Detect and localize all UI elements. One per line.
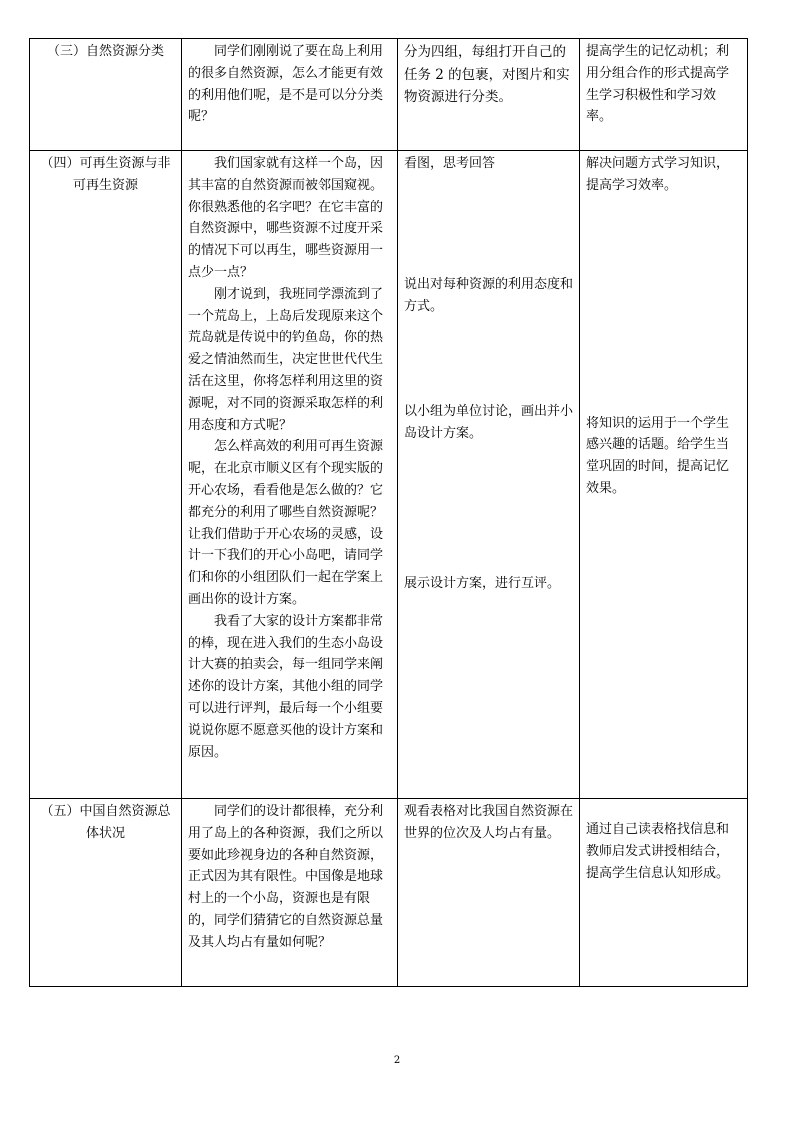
student-text: 观看表格对比我国自然资源在世界的位次及人均占有量。	[404, 804, 574, 841]
student-text: 展示设计方案，进行互评。	[404, 575, 561, 591]
section-cell	[30, 799, 182, 987]
lesson-plan-table	[29, 38, 748, 987]
page-number: 2	[393, 1055, 401, 1066]
student-activity-cell	[398, 151, 580, 799]
teacher-activity-cell	[182, 39, 398, 151]
section-cell	[30, 151, 182, 799]
table-row	[30, 39, 748, 151]
section-title: （四）可再生资源与非可再生资源	[40, 156, 171, 193]
student-text: 说出对每种资源的利用态度和方式。	[404, 276, 574, 314]
student-activity-cell	[398, 799, 580, 987]
teacher-paragraph: 同学们刚刚说了要在岛上利用的很多自然资源，怎么才能更有效的利用他们呢，是不是可以分分类呢？	[188, 44, 384, 125]
teacher-paragraph: 刚才说到，我班同学漂流到了一个荒岛上，上岛后发现原来这个荒岛就是传说中的钓鱼岛，你的热爱之情油然而生，决定世世代代生活在这里，你将怎样利用这里的资源呢，对不同的资源采取怎样的利用态度和方式呢？	[188, 286, 384, 433]
section-title: （五）中国自然资源总体状况	[40, 804, 171, 841]
intent-text: 提高学生的记忆动机；利用分组合作的形式提高学生学习积极性和学习效率。	[586, 44, 730, 125]
teacher-paragraph: 我看了大家的设计方案都非常的棒，现在进入我们的生态小岛设计大赛的拍卖会，每一组同学来阐述你的设计方案，其他小组的同学可以进行评判，最后每一个小组要说说你愿不愿意买他的设计方案和原因。	[188, 613, 384, 760]
intent-text: 通过自己读表格找信息和教师启发式讲授相结合，提高学生信息认知形成。	[586, 822, 730, 881]
student-activity-cell	[398, 39, 580, 151]
section-cell	[30, 39, 182, 151]
teacher-activity-cell	[182, 799, 398, 987]
teacher-paragraph: 同学们的设计都很棒，充分利用了岛上的各种资源，我们之所以要如此珍视身边的各种自然资源，正式因为其有限性。中国像是地球村上的一个小岛，资源也是有限的，同学们猜猜它的自然资源总量及其人均占有量如何呢？	[188, 804, 384, 950]
table-row	[30, 799, 748, 987]
student-text: 以小组为单位讨论，画出并小岛设计方案。	[404, 404, 574, 442]
teacher-paragraph: 我们国家就有这样一个岛，因其丰富的自然资源而被邻国窥视。你很熟悉他的名字吧？在它丰富的自然资源中，哪些资源不过度开采的情况下可以再生，哪些资源用一点少一点？	[188, 156, 384, 280]
section-title: （三）自然资源分类	[46, 44, 164, 59]
design-intent-cell	[580, 799, 748, 987]
design-intent-cell	[580, 39, 748, 151]
intent-text: 将知识的运用于一个学生感兴趣的话题。给学生当堂巩固的时间，提高记忆效果。	[586, 415, 730, 496]
teacher-activity-cell	[182, 151, 398, 799]
intent-text: 解决问题方式学习知识，提高学习效率。	[586, 156, 730, 193]
student-text: 分为四组，每组打开自己的任务 2 的包裹，对图片和实物资源进行分类。	[404, 44, 570, 105]
design-intent-cell	[580, 151, 748, 799]
teacher-paragraph: 怎么样高效的利用可再生资源呢，在北京市顺义区有个现实版的开心农场，看看他是怎么做的？它都充分的利用了哪些自然资源呢？让我们借助于开心农场的灵感，设计一下我们的开心小岛吧，请同学们和你的小组团队们一起在学案上画出你的设计方案。	[188, 439, 384, 607]
student-text: 看图，思考回答	[404, 156, 496, 171]
table-row	[30, 151, 748, 799]
